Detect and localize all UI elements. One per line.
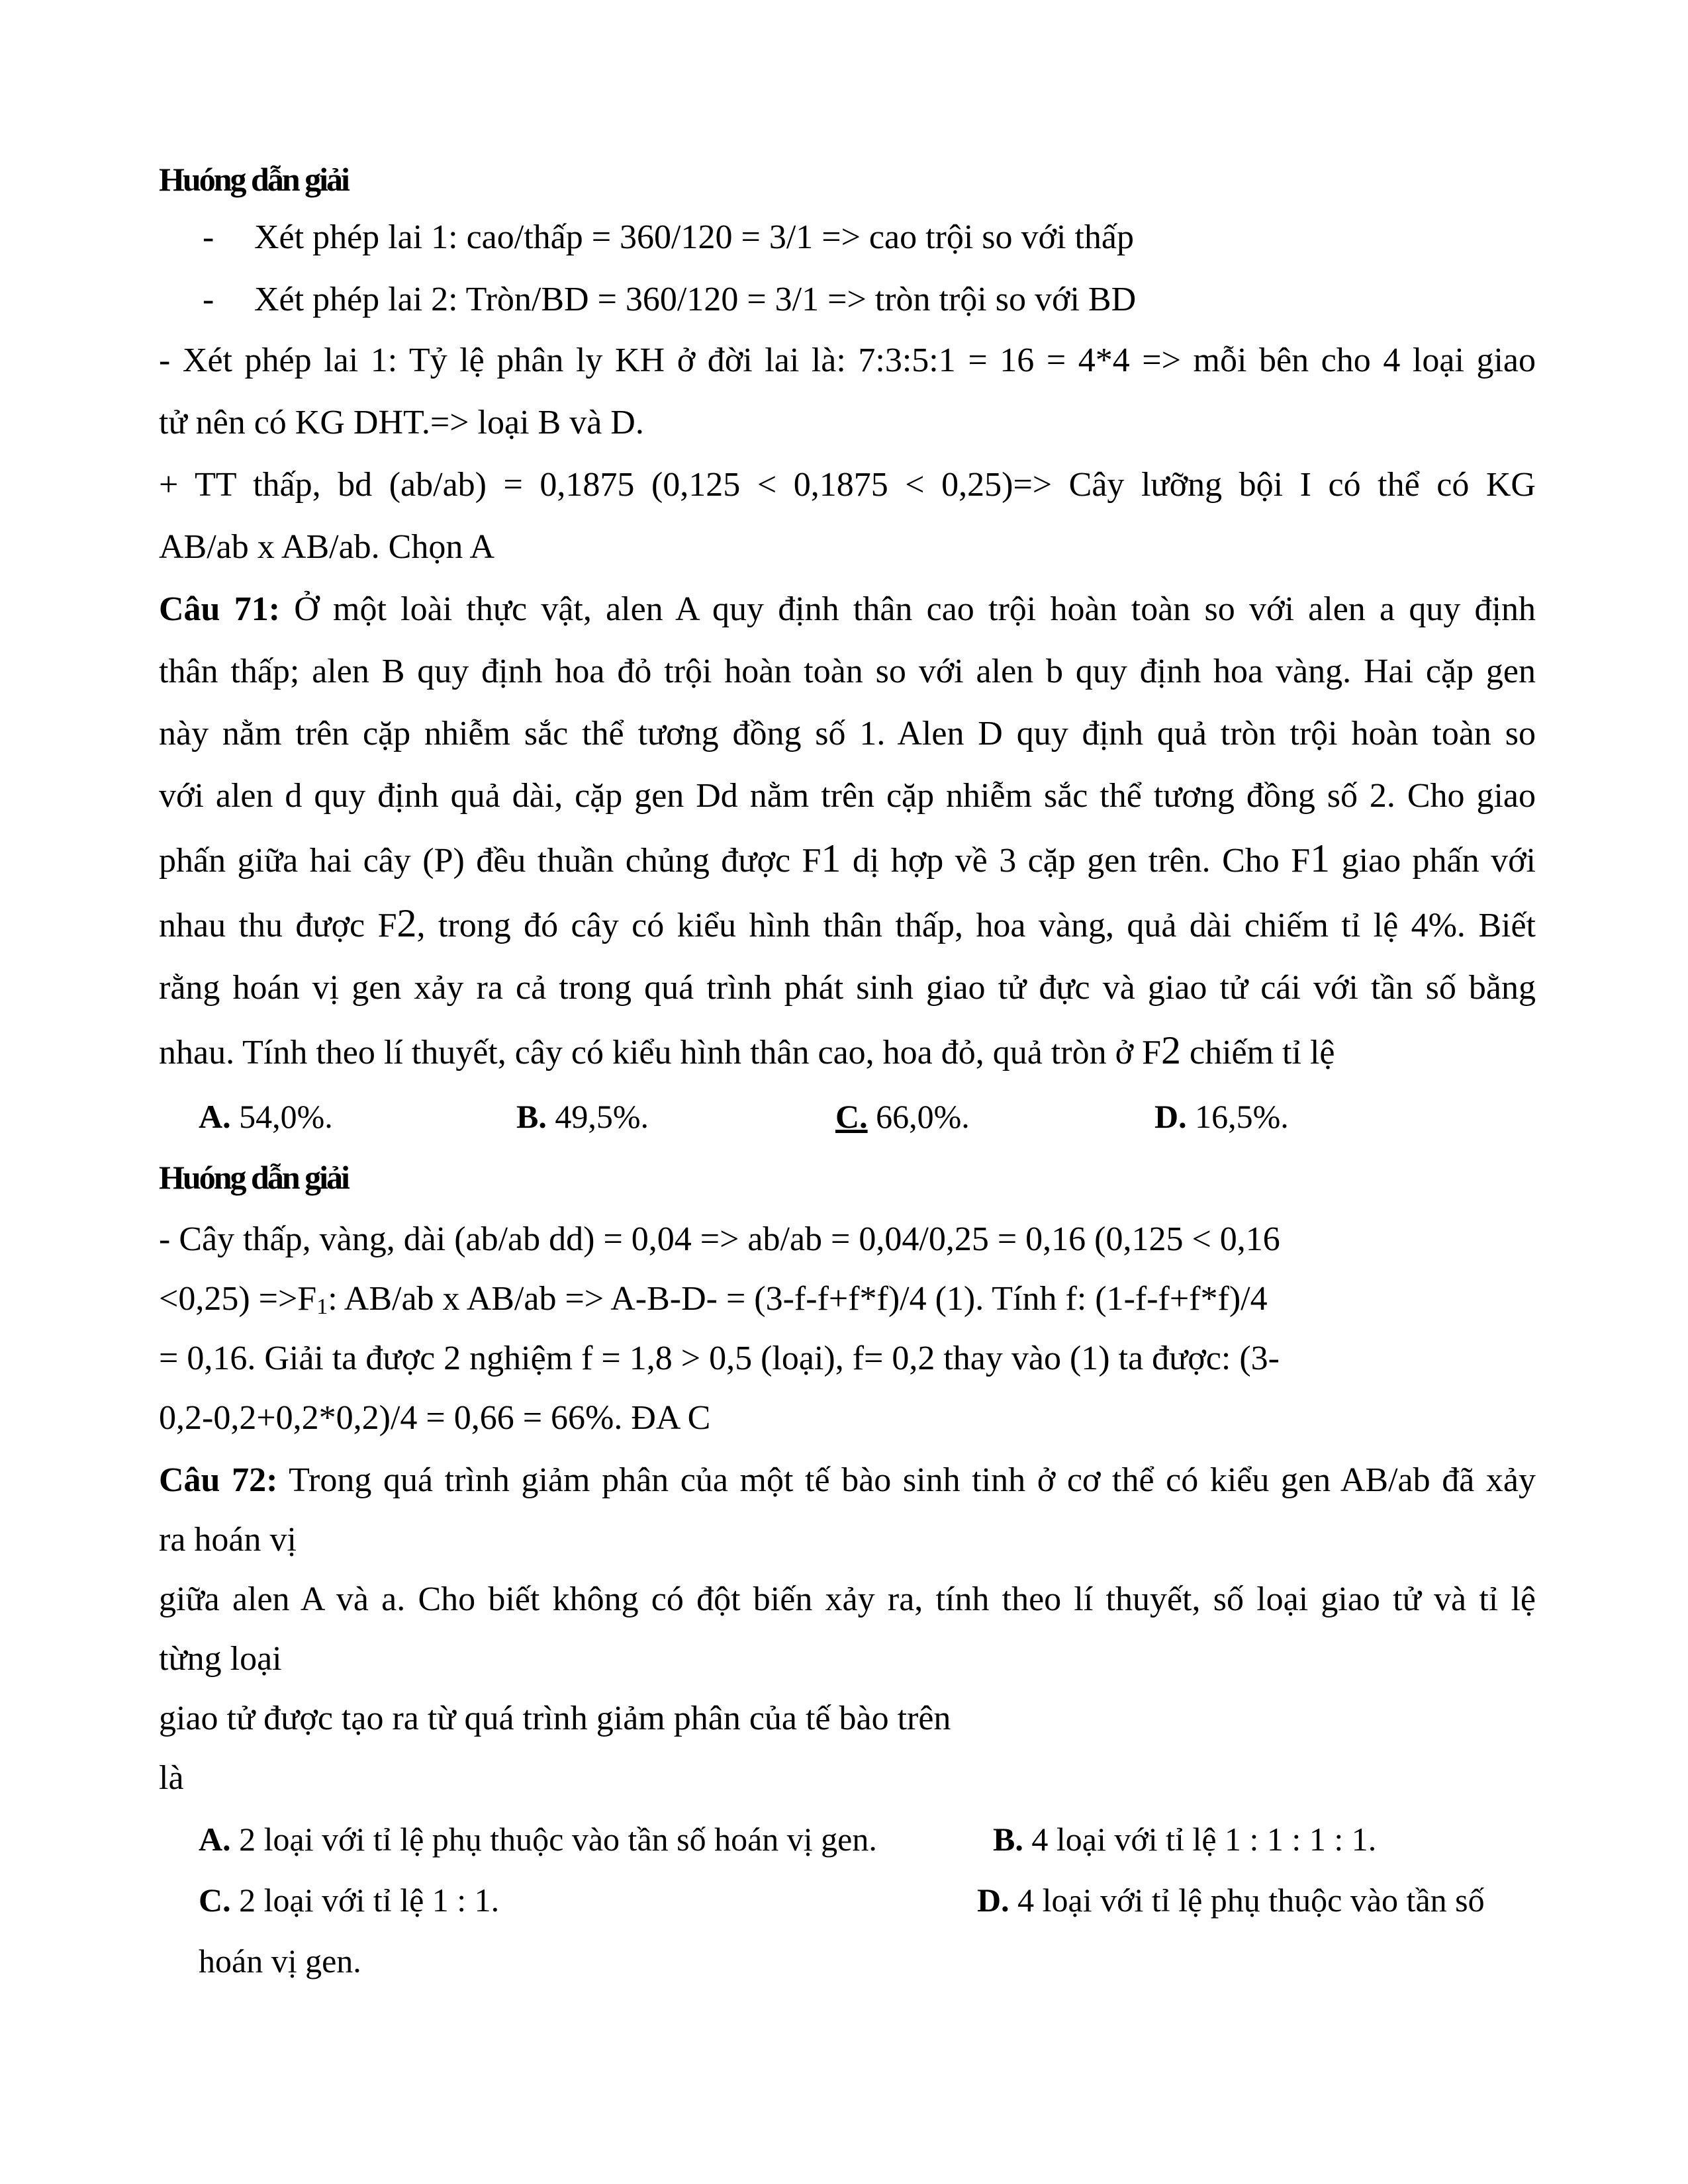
question-72-line2: ra hoán vị bbox=[159, 1521, 297, 1559]
question-71-line5: phấn giữa hai cây (P) đều thuần chủng được F1 dị hợp về 3 cặp gen trên. Cho F1 giao phấn với bbox=[159, 837, 1536, 880]
bullet-dash: - bbox=[203, 281, 214, 318]
guide1-para1-line1: - Xét phép lai 1: Tỷ lệ phân ly KH ở đời lai là: 7:3:5:1 = 16 = 4*4 => mỗi bên cho 4 loại giao bbox=[159, 341, 1536, 379]
bullet-dash: - bbox=[203, 218, 214, 256]
question-71-line1: Câu 71: Ở một loài thực vật, alen A quy định thân cao trội hoàn toàn so với alen a quy định bbox=[159, 590, 1536, 628]
guide-heading-2: Huóng dẫn giải bbox=[159, 1159, 348, 1196]
question-71-label: Câu 71: bbox=[159, 590, 281, 628]
guide1-bullet-1: Xét phép lai 1: cao/thấp = 360/120 = 3/1 => cao trội so với thấp bbox=[254, 218, 1134, 256]
q72-option-a: A. 2 loại với tỉ lệ phụ thuộc vào tần số hoán vị gen. bbox=[199, 1821, 877, 1858]
question-71-line7: rằng hoán vị gen xảy ra cả trong quá trình phát sinh giao tử đực và giao tử cái với tần số bằng bbox=[159, 969, 1536, 1007]
guide1-para2-line2: AB/ab x AB/ab. Chọn A bbox=[159, 528, 495, 566]
question-72-label: Câu 72: bbox=[159, 1461, 278, 1499]
question-71-line2: thân thấp; alen B quy định hoa đỏ trội hoàn toàn so với alen b quy định hoa vàng. Hai cặp gen bbox=[159, 653, 1536, 690]
q71-option-a: A. 54,0%. bbox=[199, 1098, 333, 1135]
q72-option-d-continuation: hoán vị gen. bbox=[199, 1942, 361, 1979]
guide1-para2-line1: + TT thấp, bd (ab/ab) = 0,1875 (0,125 < 0,1875 < 0,25)=> Cây lưỡng bội I có thể có KG bbox=[159, 466, 1536, 504]
guide2-line4: 0,2-0,2+0,2*0,2)/4 = 0,66 = 66%. ĐA C bbox=[159, 1399, 711, 1437]
question-72-line4: từng loại bbox=[159, 1640, 282, 1678]
guide1-bullet-2: Xét phép lai 2: Tròn/BD = 360/120 = 3/1 => tròn trội so với BD bbox=[254, 281, 1137, 318]
question-72-line1: Câu 72: Trong quá trình giảm phân của một tế bào sinh tinh ở cơ thể có kiểu gen AB/ab đã xảy bbox=[159, 1461, 1536, 1499]
guide2-line1: - Cây thấp, vàng, dài (ab/ab dd) = 0,04 => ab/ab = 0,04/0,25 = 0,16 (0,125 < 0,16 bbox=[159, 1220, 1280, 1258]
q72-option-c: C. 2 loại với tỉ lệ 1 : 1. bbox=[199, 1882, 500, 1919]
guide2-line3: = 0,16. Giải ta được 2 nghiệm f = 1,8 > 0,5 (loại), f= 0,2 thay vào (1) ta được: (3- bbox=[159, 1340, 1280, 1377]
question-72-line5: giao tử được tạo ra từ quá trình giảm phân của tế bào trên bbox=[159, 1700, 951, 1737]
question-71-line6: nhau thu được F2, trong đó cây có kiểu hình thân thấp, hoa vàng, quả dài chiếm tỉ lệ 4%. Biết bbox=[159, 901, 1536, 945]
q72-option-b: B. 4 loại với tỉ lệ 1 : 1 : 1 : 1. bbox=[993, 1821, 1377, 1858]
question-71-line4: với alen d quy định quả dài, cặp gen Dd nằm trên cặp nhiễm sắc thể tương đồng số 2. Cho giao bbox=[159, 777, 1536, 815]
question-72-line6: là bbox=[159, 1759, 184, 1797]
question-71-line8: nhau. Tính theo lí thuyết, cây có kiểu hình thân cao, hoa đỏ, quả tròn ở F2 chiếm tỉ lệ bbox=[159, 1028, 1335, 1072]
guide1-para1-line2: tử nên có KG DHT.=> loại B và D. bbox=[159, 404, 644, 441]
q71-option-d: D. 16,5%. bbox=[1154, 1098, 1289, 1135]
question-71-line3: này nằm trên cặp nhiễm sắc thể tương đồng số 1. Alen D quy định quả tròn trội hoàn toàn so bbox=[159, 715, 1536, 752]
guide2-line2: <0,25) =>F1: AB/ab x AB/ab => A-B-D- = (3-f-f+f*f)/4 (1). Tính f: (1-f-f+f*f)/4 bbox=[159, 1280, 1268, 1319]
question-72-line3: giữa alen A và a. Cho biết không có đột biến xảy ra, tính theo lí thuyết, số loại giao tử và tỉ lệ bbox=[159, 1580, 1536, 1618]
correct-answer-marker: C. bbox=[835, 1098, 868, 1135]
q72-option-d: D. 4 loại với tỉ lệ phụ thuộc vào tần số bbox=[977, 1882, 1485, 1919]
q71-option-b: B. 49,5%. bbox=[516, 1098, 649, 1135]
q71-option-c: C. 66,0%. bbox=[835, 1098, 970, 1135]
guide-heading-1: Huóng dẫn giải bbox=[159, 161, 348, 198]
